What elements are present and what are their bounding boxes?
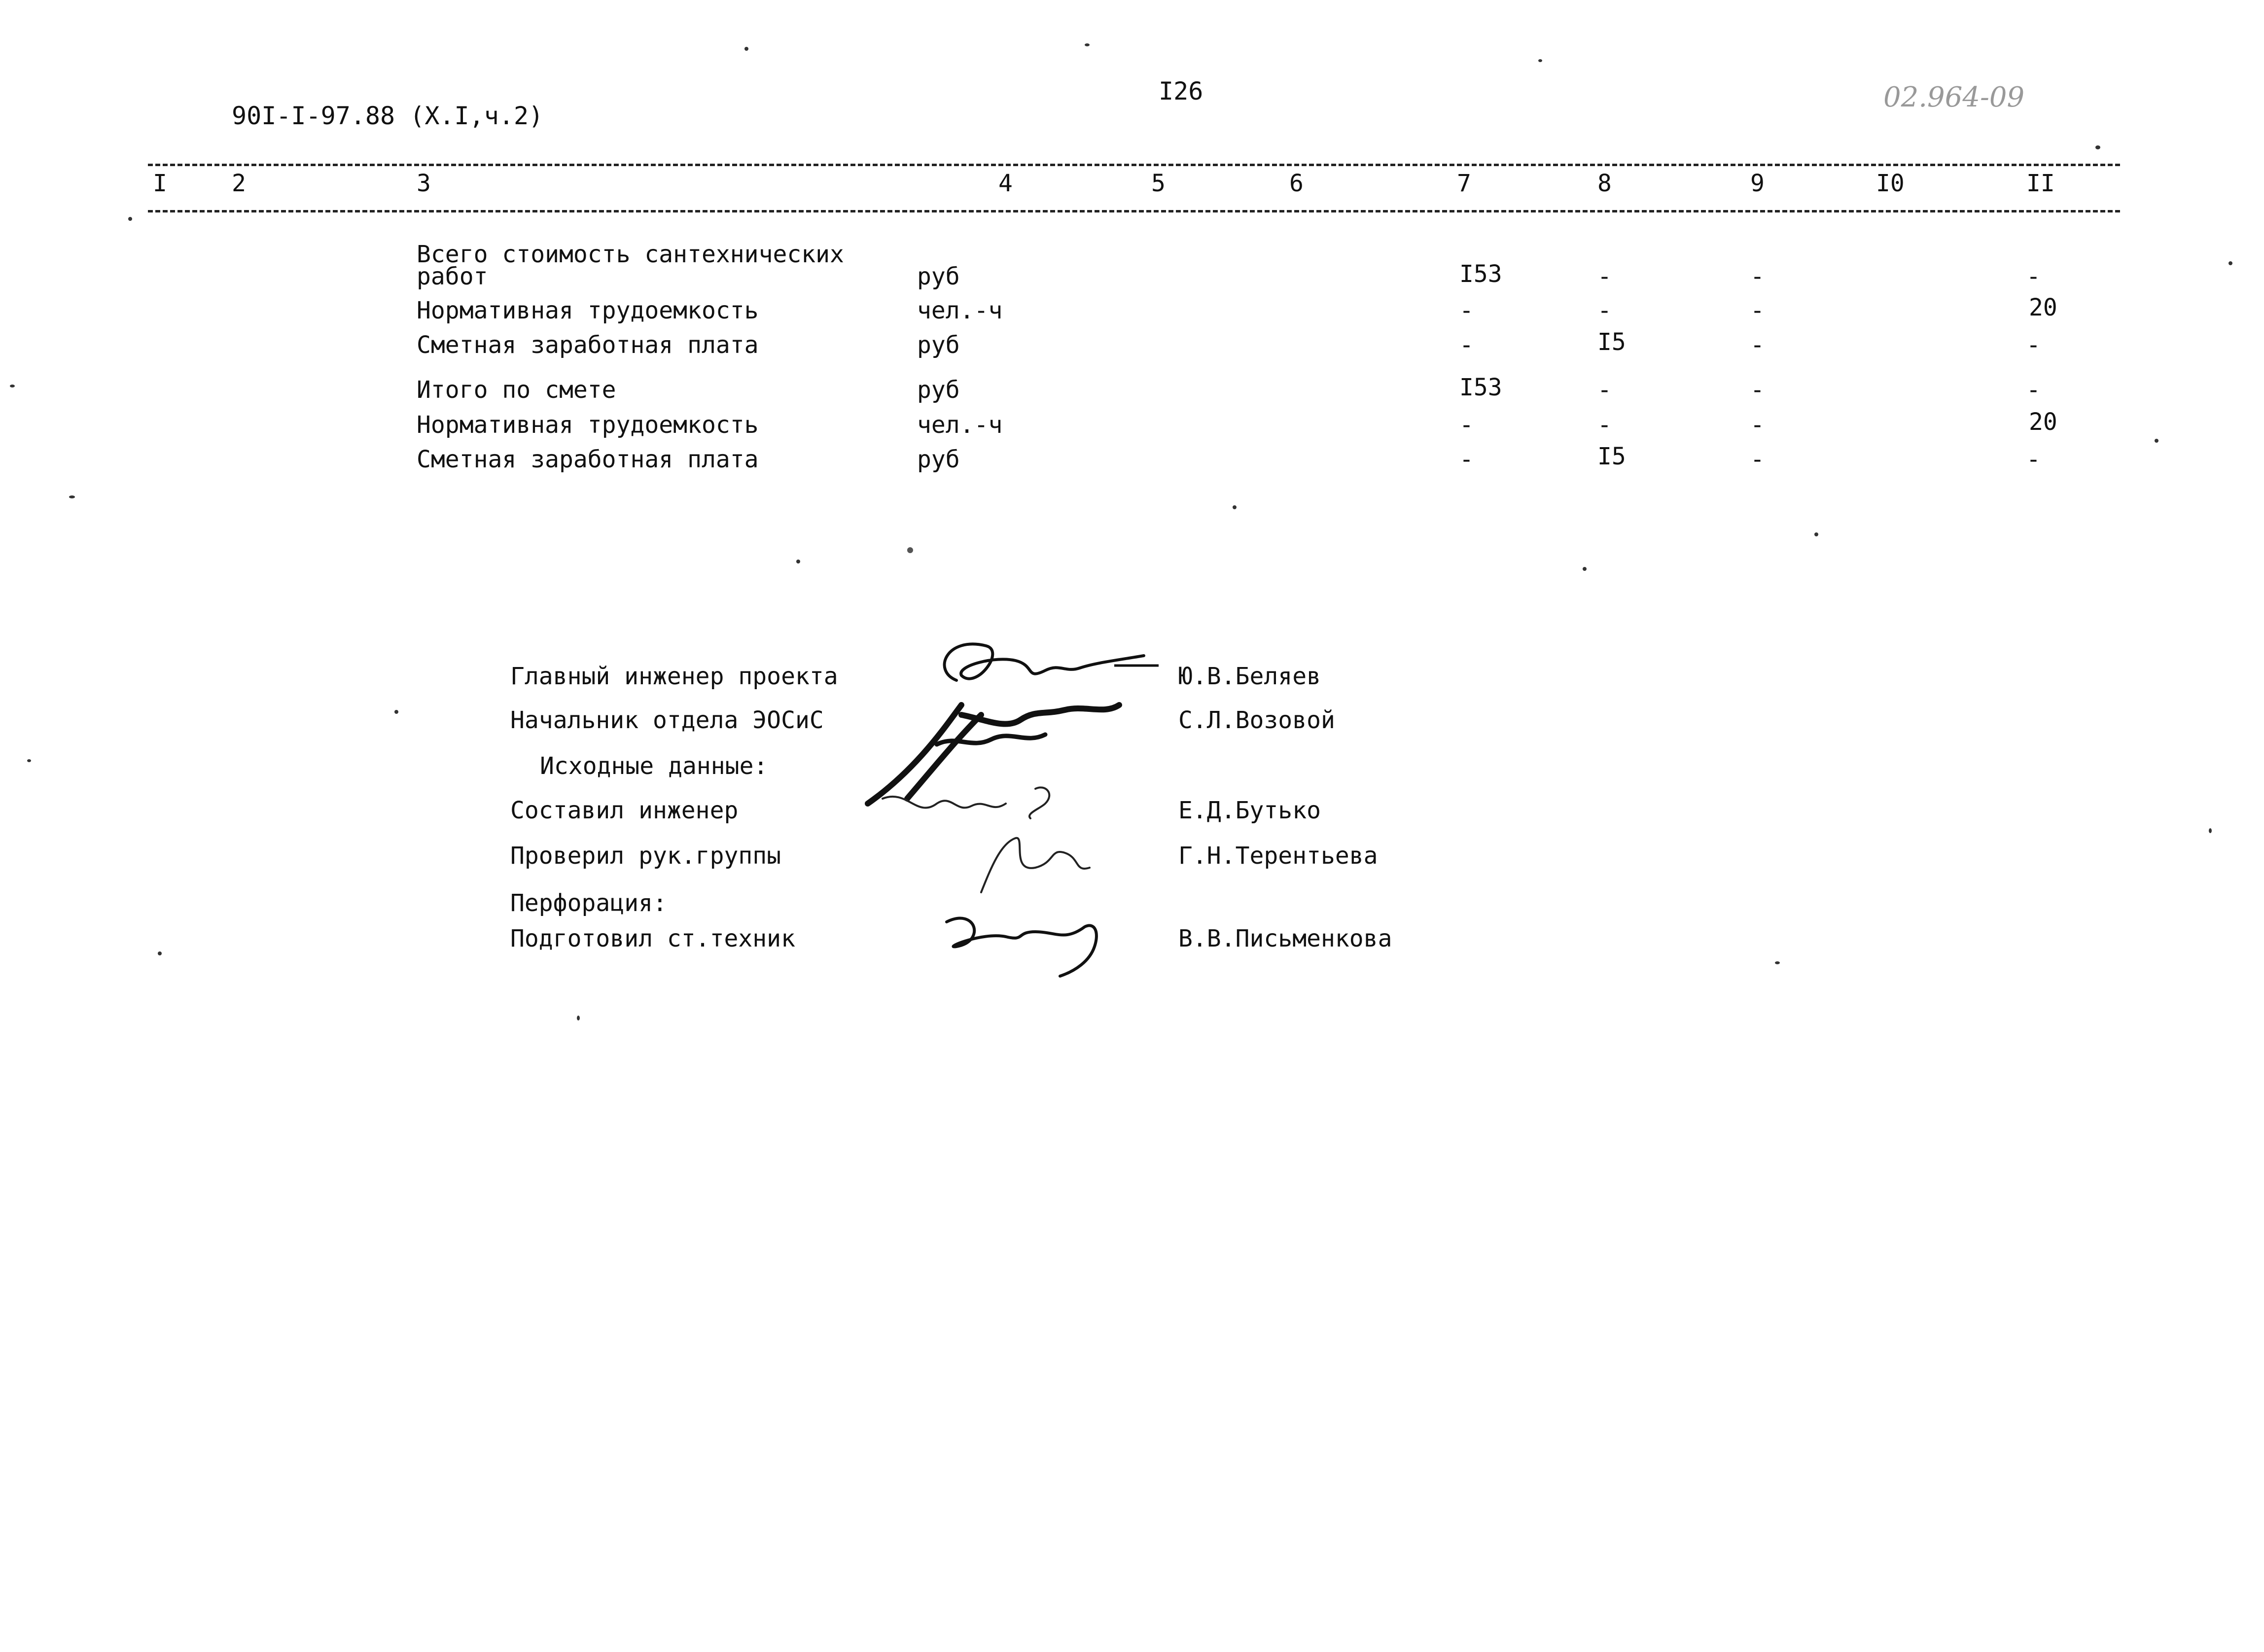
cell-col-7: - (1459, 331, 1474, 359)
cell-col-7: I53 (1459, 260, 1502, 288)
signature-role: Главный инженер проекта (510, 663, 838, 690)
cell-col-7: - (1459, 446, 1474, 473)
table-header-bottom-rule (148, 210, 2120, 212)
signature-role: Подготовил ст.техник (510, 925, 795, 952)
column-number: 6 (1289, 170, 1304, 197)
row-unit: руб (917, 263, 960, 290)
row-label: Сметная заработная плата (417, 446, 759, 473)
cell-col-8: - (1597, 297, 1612, 324)
signature-3-mark (878, 779, 1085, 833)
speck (1538, 59, 1542, 62)
speck (2209, 828, 2212, 833)
speck (2229, 261, 2232, 265)
row-label: Всего стоимость сантехнических (417, 241, 844, 268)
speck (10, 385, 15, 387)
signature-person: Е.Д.Бутько (1178, 797, 1321, 824)
column-number: 7 (1457, 170, 1471, 197)
cell-col-9: - (1750, 376, 1765, 404)
column-number: I (153, 170, 167, 197)
speck (69, 495, 75, 498)
row-unit: руб (917, 331, 960, 359)
column-number: II (2026, 170, 2055, 197)
cell-col-9: - (1750, 331, 1765, 359)
signature-person: В.В.Письменкова (1178, 925, 1392, 952)
cell-col-9: - (1750, 297, 1765, 324)
row-unit: руб (917, 446, 960, 473)
speck (907, 547, 913, 553)
signature-5-mark (937, 902, 1114, 981)
cell-col-11: 20 (2029, 294, 2057, 321)
cell-col-7: - (1459, 297, 1474, 324)
speck (1233, 505, 1237, 509)
signature-role: Составил инженер (510, 797, 739, 824)
signature-person: Ю.В.Беляев (1178, 663, 1321, 690)
cell-col-11: - (2026, 446, 2041, 473)
column-number: I0 (1876, 170, 1905, 197)
cell-col-9: - (1750, 411, 1765, 439)
cell-col-9: - (1750, 263, 1765, 290)
row-label: Нормативная трудоемкость (417, 297, 759, 324)
column-number: 5 (1151, 170, 1166, 197)
signature-role: Начальник отдела ЭОСиС (510, 706, 824, 734)
signature-person: Г.Н.Терентьева (1178, 842, 1378, 870)
speck (744, 47, 748, 51)
speck (394, 710, 398, 714)
document-code: 90I-I-97.88 (X.I,ч.2) (232, 102, 544, 130)
speck (1085, 43, 1090, 46)
cell-col-7: I53 (1459, 374, 1502, 401)
signature-person: С.Л.Возовой (1178, 706, 1335, 734)
page-number: I26 (1159, 77, 1203, 105)
cell-col-8: - (1597, 411, 1612, 439)
speck (2095, 145, 2100, 149)
row-label-continuation: работ (417, 263, 488, 290)
row-unit: чел.-ч (917, 411, 1003, 439)
column-number: 4 (998, 170, 1013, 197)
cell-col-8: - (1597, 376, 1612, 404)
speck (27, 759, 31, 762)
section-label: Исходные данные: (540, 752, 768, 780)
cell-col-8: - (1597, 263, 1612, 290)
speck (1814, 532, 1818, 536)
speck (128, 217, 132, 221)
table-top-rule (148, 164, 2120, 166)
cell-col-9: - (1750, 446, 1765, 473)
speck (796, 560, 800, 563)
speck (158, 951, 162, 955)
row-label: Итого по смете (417, 376, 616, 404)
cell-col-8: I5 (1597, 328, 1626, 356)
column-number: 9 (1750, 170, 1765, 197)
row-label: Нормативная трудоемкость (417, 411, 759, 439)
row-unit: руб (917, 376, 960, 404)
speck (1775, 961, 1780, 964)
column-number: 8 (1597, 170, 1612, 197)
speck (1583, 567, 1587, 571)
signature-role: Проверил рук.группы (510, 842, 781, 870)
archive-stamp: 02.964-09 (1883, 81, 2025, 113)
row-label: Сметная заработная плата (417, 331, 759, 359)
row-unit: чел.-ч (917, 297, 1003, 324)
cell-col-11: 20 (2029, 408, 2057, 436)
cell-col-8: I5 (1597, 443, 1626, 470)
signature-4-mark (971, 828, 1099, 902)
cell-col-11: - (2026, 263, 2041, 290)
column-number: 2 (232, 170, 246, 197)
cell-col-7: - (1459, 411, 1474, 439)
speck (577, 1016, 580, 1020)
cell-col-11: - (2026, 376, 2041, 404)
column-number: 3 (417, 170, 431, 197)
cell-col-11: - (2026, 331, 2041, 359)
section-label: Перфорация: (510, 889, 667, 917)
speck (2155, 439, 2158, 443)
